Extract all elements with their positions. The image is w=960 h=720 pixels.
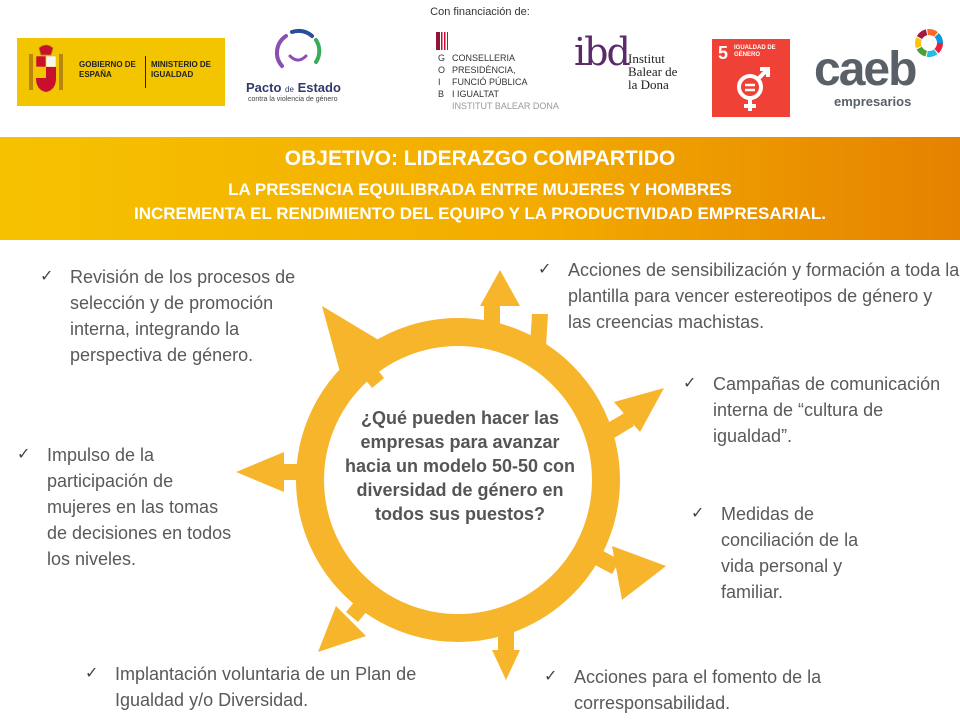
pacto-name: Pacto de Estado bbox=[246, 80, 341, 95]
caeb-subtitle: empresarios bbox=[834, 94, 912, 109]
item-medidas: ✓ Medidas de conciliación de la vida personal y familiar. bbox=[721, 501, 891, 605]
pacto-subtitle: contra la violencia de género bbox=[248, 96, 338, 103]
ministerio-label: MINISTERIO DE IGUALDAD bbox=[151, 60, 212, 79]
item-implantacion: ✓ Implantación voluntaria de un Plan de Igualdad y/o Diversidad. bbox=[115, 661, 445, 713]
goib-letters: G O I B bbox=[438, 53, 446, 99]
caeb-name: caeb bbox=[814, 43, 916, 96]
banner-title: OBJETIVO: LIDERAZGO COMPARTIDO bbox=[284, 147, 676, 170]
center-question: ¿Qué pueden hacer las empresas para avanzar hacia un modelo 50-50 con diversidad de género en todos sus puestos? bbox=[344, 408, 576, 524]
banner-line-1: LA PRESENCIA EQUILIBRADA ENTRE MUJERES Y HOMBRES bbox=[228, 180, 732, 199]
goib-text: CONSELLERIA PRESIDÈNCIA, FUNCIÓ PÚBLICA I IGUALTAT INSTITUT BALEAR DONA bbox=[452, 53, 559, 111]
item-sensibilizacion: ✓ Acciones de sensibilización y formación a toda la plantilla para vencer estereotipos de género y las creencias machistas. bbox=[568, 257, 960, 335]
check-icon: ✓ bbox=[538, 261, 552, 278]
check-icon: ✓ bbox=[544, 668, 558, 685]
item-campanas: ✓ Campañas de comunicación interna de “cultura de igualdad”. bbox=[713, 371, 943, 449]
arrow-lower-left bbox=[318, 590, 376, 652]
funding-label: Con financiación de: bbox=[430, 6, 530, 18]
item-acciones: ✓ Acciones para el fomento de la corresponsabilidad. bbox=[574, 664, 864, 716]
arrow-upper-right bbox=[530, 314, 548, 346]
check-icon: ✓ bbox=[691, 505, 705, 522]
arrow-lower-right bbox=[582, 544, 666, 600]
check-icon: ✓ bbox=[85, 665, 99, 682]
ibd-text: Institut Balear de la Dona bbox=[628, 51, 678, 92]
check-icon: ✓ bbox=[683, 375, 697, 392]
item-impulso: ✓ Impulso de la participación de mujeres en las tomas de decisiones en todos los niveles. bbox=[47, 442, 237, 572]
check-icon: ✓ bbox=[17, 446, 31, 463]
sdg-title: IGUALDAD DE GÉNERO bbox=[734, 45, 776, 58]
arrow-top bbox=[480, 270, 520, 336]
sdg-number: 5 bbox=[718, 43, 729, 63]
banner-line-2: INCREMENTA EL RENDIMIENTO DEL EQUIPO Y LA PRODUCTIVIDAD EMPRESARIAL. bbox=[133, 204, 827, 223]
gobierno-label: GOBIERNO DE ESPAÑA bbox=[79, 60, 136, 79]
ibd-mark: ibd bbox=[574, 30, 629, 74]
item-revision: ✓ Revisión de los procesos de selección y de promoción interna, integrando la perspectiva de género. bbox=[70, 264, 320, 368]
check-icon: ✓ bbox=[40, 268, 54, 285]
